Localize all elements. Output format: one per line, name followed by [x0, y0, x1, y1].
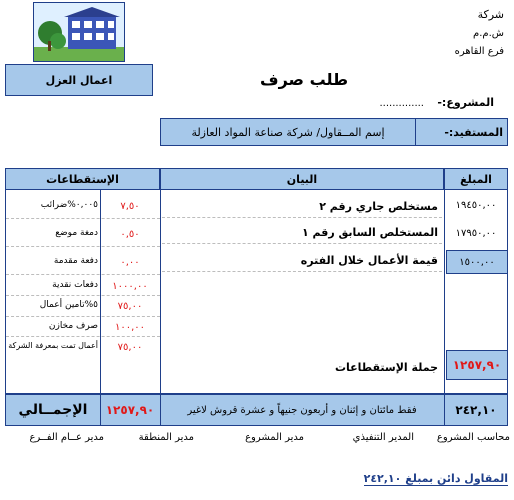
ded-1-value: ٧,٥٠: [120, 200, 140, 212]
item-2-amount: ١٧٩٥٠,٠٠: [455, 227, 497, 239]
beneficiary-label: المستفيد:-: [415, 119, 507, 145]
signature-executive-director: المدير التنفيذي: [352, 432, 414, 443]
signature-area-manager: مدير المنطقة: [138, 432, 194, 443]
ded-1-label: ٠,٠٠٥%ضرائب: [40, 200, 98, 210]
net-words: فقط مائتان و إثنان و أربعون جنيهاً و عشرة قروش لاغير: [187, 404, 417, 416]
header-description: البيان: [160, 168, 444, 190]
col-sep-amount: [444, 190, 445, 394]
item-1-description: مستخلص جاري رقم ٢: [162, 196, 442, 218]
ded-7-value: ٧٥,٠٠: [117, 341, 143, 353]
net-value: ٢٤٢,١٠: [455, 403, 497, 417]
department-box: اعمال العزل: [5, 64, 153, 96]
total-deductions-value: ١٢٥٧,٩٠: [446, 350, 508, 380]
col-sep-desc: [160, 190, 161, 394]
ded-sep-2: [6, 246, 160, 247]
company-name: شركة: [477, 8, 504, 21]
ded-3-label: دفعة مقدمة: [53, 256, 98, 266]
ded-sep-1: [6, 218, 160, 219]
ded-7-label: أعمال تمت بمعرفة الشركة: [8, 341, 98, 350]
grand-total-value: ١٢٥٧,٩٠: [105, 403, 155, 417]
signature-project-manager: مدير المشروع: [245, 432, 304, 443]
ded-4-label: دفعات نقدية: [52, 280, 98, 290]
ded-4-value: ١٠٠٠,٠٠: [112, 280, 148, 292]
ded-sep-5: [6, 316, 160, 317]
form-title: طلب صرف: [260, 70, 349, 89]
ded-5-value: ٧٥,٠٠: [117, 300, 143, 312]
beneficiary-value: إسم المــقاول/ شركة صناعة المواد العازلة: [191, 125, 385, 139]
item-2-description: المستخلص السابق رقم ١: [162, 222, 442, 244]
ded-3-value: ٠,٠٠: [120, 256, 140, 268]
signature-branch-gm: مدير عــام الفــرع: [29, 432, 104, 443]
ded-5-label: ٥%تامين أعمال: [39, 300, 98, 310]
ded-6-value: ١٠٠,٠٠: [114, 321, 146, 333]
item-3-amount: ١٥٠٠,٠٠: [446, 250, 508, 274]
creditor-statement: المقاول دائن بمبلغ ٢٤٢,١٠: [363, 472, 508, 485]
grand-sep-1: [444, 394, 445, 426]
ded-sep-6: [6, 336, 160, 337]
company-logo: [33, 2, 125, 62]
ded-sep-4: [6, 295, 160, 296]
grand-sep-2: [160, 394, 161, 426]
header-deductions: الإستقطاعات: [5, 168, 160, 190]
total-deductions-label: جملة الإستقطاعات: [334, 360, 438, 374]
project-value: ..............: [379, 98, 424, 109]
grand-total-label: الإجمــالي: [18, 402, 88, 418]
ded-sep-3: [6, 274, 160, 275]
item-1-amount: ١٩٤٥٠,٠٠: [455, 199, 497, 211]
company-branch: فرع القاهره: [454, 46, 504, 57]
ded-2-value: ٠,٥٠: [120, 228, 140, 240]
beneficiary-row: [160, 118, 508, 146]
item-3-description: قيمة الأعمال خلال الفتره: [162, 250, 442, 272]
col-sep-ded-inner: [100, 190, 101, 394]
header-amount: المبلغ: [444, 168, 508, 190]
project-label: المشروع:-: [437, 96, 494, 109]
grand-sep-3: [100, 394, 101, 426]
signature-project-accountant: محاسب المشروع: [436, 432, 510, 443]
company-type: ش.م.م: [473, 28, 504, 39]
ded-2-label: دمغة موضع: [55, 228, 98, 238]
ded-6-label: صرف مخازن: [48, 321, 98, 331]
